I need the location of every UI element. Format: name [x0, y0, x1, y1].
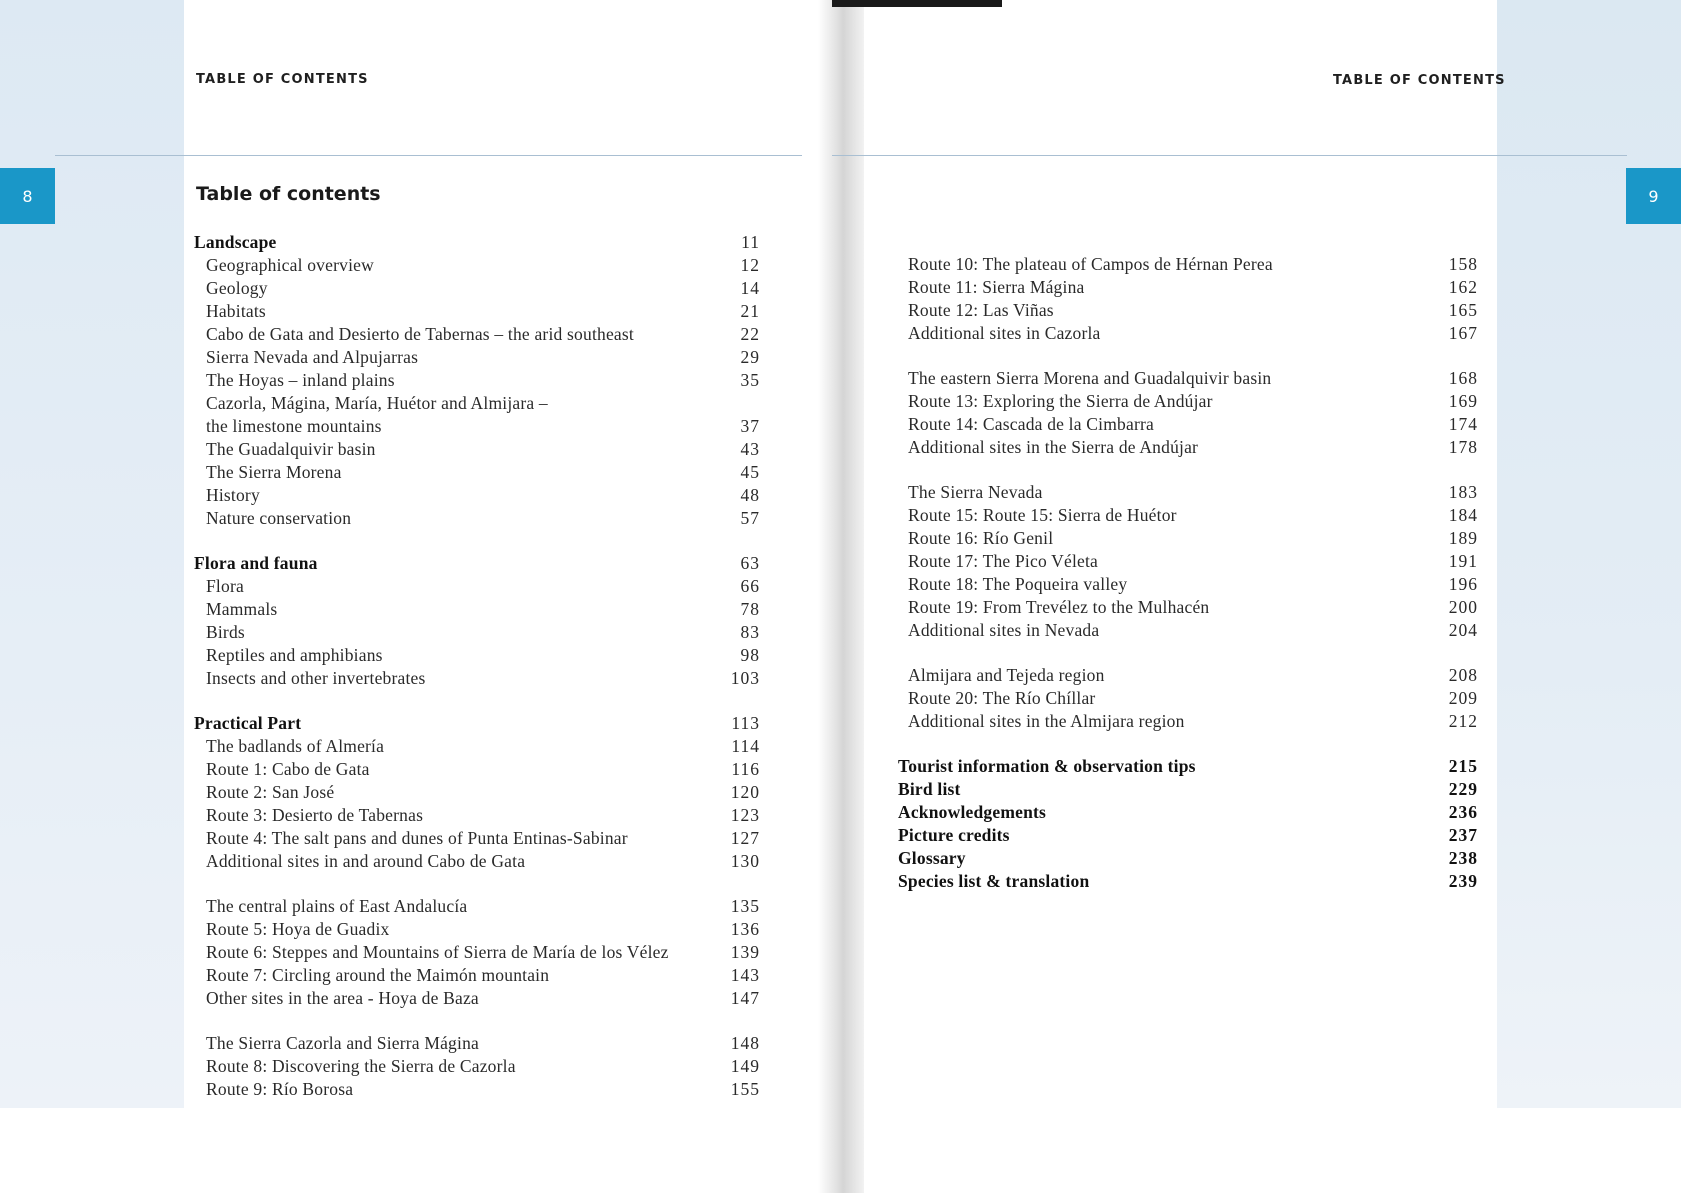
page-title: Table of contents: [196, 183, 381, 205]
page-number-left: 8: [0, 168, 55, 224]
toc-entry: [194, 598, 760, 621]
running-header-right: TABLE OF CONTENTS: [1333, 73, 1506, 88]
toc-back-matter: [898, 755, 1478, 893]
toc-page-number: 45: [740, 462, 760, 482]
toc-page-number: 127: [730, 828, 760, 848]
toc-entry-title: Additional sites in and around Cabo de Gata: [206, 851, 526, 871]
toc-page-number: 155: [730, 1079, 760, 1099]
toc-entry: [194, 621, 760, 644]
toc-entry-title: The Sierra Nevada: [908, 482, 1043, 502]
toc-entry-title: Almijara and Tejeda region: [908, 665, 1105, 685]
toc-entry: [194, 392, 760, 415]
running-header-left: TABLE OF CONTENTS: [196, 72, 369, 87]
toc-entry: [908, 367, 1478, 390]
toc-entry-title: The Hoyas – inland plains: [206, 370, 395, 390]
toc-entry: [194, 415, 760, 438]
scan-edge-mark: [832, 0, 1002, 7]
toc-entry: [908, 619, 1478, 642]
toc-entry-title: Route 4: The salt pans and dunes of Punta Entinas-Sabinar: [206, 828, 628, 848]
toc-page-number: 43: [740, 439, 760, 459]
toc-entry: [194, 895, 760, 918]
toc-entry-title: Route 13: Exploring the Sierra de Andújar: [908, 391, 1213, 411]
toc-entry: [908, 687, 1478, 710]
toc-section: [908, 367, 1478, 459]
toc-entry-title: Route 11: Sierra Mágina: [908, 277, 1085, 297]
toc-entry-title: Nature conservation: [206, 508, 352, 528]
toc-page-number: 120: [730, 782, 760, 802]
toc-entry: [908, 504, 1478, 527]
toc-back-matter-entry: [898, 870, 1478, 893]
toc-entry-title: Flora: [206, 576, 244, 596]
toc-section: [194, 231, 760, 530]
toc-entry-title: Cabo de Gata and Desierto de Tabernas – the arid southeast: [206, 324, 634, 344]
toc-entry: [908, 390, 1478, 413]
toc-entry-title: Reptiles and amphibians: [206, 645, 383, 665]
toc-entry: [194, 300, 760, 323]
toc-entry-title: Mammals: [206, 599, 278, 619]
toc-back-matter-entry: [898, 801, 1478, 824]
left-header-rule: [55, 155, 802, 156]
toc-entry-title: Additional sites in the Almijara region: [908, 711, 1185, 731]
toc-entry-title: Picture credits: [898, 825, 1010, 845]
toc-page-number: 208: [1448, 665, 1478, 685]
toc-page-number: 174: [1448, 414, 1478, 434]
toc-page-number: 22: [740, 324, 760, 344]
toc-page-number: 63: [740, 553, 760, 573]
toc-entry-title: Route 9: Río Borosa: [206, 1079, 354, 1099]
toc-entry: [194, 507, 760, 530]
toc-page-number: 196: [1448, 574, 1478, 594]
toc-page-number: 123: [730, 805, 760, 825]
toc-entry-title: Bird list: [898, 779, 961, 799]
toc-page-number: 12: [740, 255, 760, 275]
toc-entry-title: Species list & translation: [898, 871, 1090, 891]
toc-entry: [194, 323, 760, 346]
toc-entry-title: The badlands of Almería: [206, 736, 385, 756]
toc-page-number: 212: [1448, 711, 1478, 731]
toc-page-number: 21: [740, 301, 760, 321]
toc-entry-title: Glossary: [898, 848, 966, 868]
toc-section-heading: [194, 552, 760, 575]
toc-page-number: 48: [740, 485, 760, 505]
toc-entry-title: Route 3: Desierto de Tabernas: [206, 805, 424, 825]
toc-page-number: 165: [1448, 300, 1478, 320]
toc-entry: [908, 481, 1478, 504]
toc-entry: [194, 644, 760, 667]
toc-entry: [908, 550, 1478, 573]
toc-page-number: 191: [1448, 551, 1478, 571]
toc-entry-title: Route 2: San José: [206, 782, 335, 802]
toc-page-number: 178: [1448, 437, 1478, 457]
toc-page-number: 139: [730, 942, 760, 962]
toc-back-matter-entry: [898, 778, 1478, 801]
toc-section: [194, 552, 760, 690]
toc-back-matter-entry: [898, 847, 1478, 870]
toc-entry-title: Route 5: Hoya de Guadix: [206, 919, 390, 939]
toc-entry-title: Route 17: The Pico Véleta: [908, 551, 1099, 571]
toc-section: [908, 481, 1478, 642]
toc-page-number: 78: [740, 599, 760, 619]
toc-entry: [194, 438, 760, 461]
toc-entry-title: The Sierra Morena: [206, 462, 342, 482]
toc-entry: [194, 254, 760, 277]
toc-entry: [908, 573, 1478, 596]
toc-entry: [194, 277, 760, 300]
toc-entry-title: Cazorla, Mágina, María, Huétor and Almijara –: [206, 393, 548, 413]
toc-page-number: 57: [740, 508, 760, 528]
toc-page-number: 238: [1448, 848, 1478, 868]
toc-page-number: 189: [1448, 528, 1478, 548]
toc-entry-title: Sierra Nevada and Alpujarras: [206, 347, 419, 367]
toc-entry: [194, 987, 760, 1010]
toc-entry: [194, 1055, 760, 1078]
toc-entry-title: Route 12: Las Viñas: [908, 300, 1054, 320]
toc-entry: [908, 710, 1478, 733]
toc-page-number: 229: [1448, 779, 1478, 799]
toc-section-heading: [194, 712, 760, 735]
toc-page-number: 103: [730, 668, 760, 688]
toc-section: [908, 253, 1478, 345]
toc-page-number: 143: [730, 965, 760, 985]
toc-page-number: 167: [1448, 323, 1478, 343]
toc-entry-title: Tourist information & observation tips: [898, 756, 1196, 776]
toc-entry: [908, 276, 1478, 299]
toc-back-matter-entry: [898, 824, 1478, 847]
toc-page-number: 204: [1448, 620, 1478, 640]
toc-entry-title: Route 8: Discovering the Sierra de Cazorla: [206, 1056, 516, 1076]
toc-entry-title: the limestone mountains: [206, 416, 382, 436]
toc-entry: [194, 804, 760, 827]
toc-page-number: 66: [740, 576, 760, 596]
toc-entry-title: The Sierra Cazorla and Sierra Mágina: [206, 1033, 479, 1053]
toc-entry-title: History: [206, 485, 260, 505]
toc-entry: [194, 827, 760, 850]
toc-page-number: 148: [730, 1033, 760, 1053]
right-header-rule: [832, 155, 1627, 156]
toc-page-number: 83: [740, 622, 760, 642]
toc-section: [908, 664, 1478, 733]
toc-entry-title: Habitats: [206, 301, 266, 321]
book-gutter: [818, 0, 864, 1193]
toc-entry-title: Route 6: Steppes and Mountains of Sierra de María de los Vélez: [206, 942, 669, 962]
toc-entry: [908, 413, 1478, 436]
page-number-right: 9: [1626, 168, 1681, 224]
toc-entry-title: Route 14: Cascada de la Cimbarra: [908, 414, 1154, 434]
toc-entry: [194, 1032, 760, 1055]
left-margin-band: [0, 0, 184, 1108]
toc-page-number: 183: [1448, 482, 1478, 502]
toc-page-number: 149: [730, 1056, 760, 1076]
toc-entry-title: The central plains of East Andalucía: [206, 896, 468, 916]
toc-page-number: 162: [1448, 277, 1478, 297]
toc-right-column: [898, 253, 1478, 915]
toc-page-number: 168: [1448, 368, 1478, 388]
toc-entry-title: Flora and fauna: [194, 553, 318, 573]
toc-back-matter-entry: [898, 755, 1478, 778]
toc-entry: [194, 758, 760, 781]
toc-entry: [908, 299, 1478, 322]
toc-entry-title: Route 16: Río Genil: [908, 528, 1054, 548]
toc-page-number: 113: [731, 713, 760, 733]
toc-entry-title: Geology: [206, 278, 268, 298]
toc-entry: [194, 964, 760, 987]
toc-page-number: 184: [1448, 505, 1478, 525]
toc-entry: [908, 596, 1478, 619]
toc-page-number: 169: [1448, 391, 1478, 411]
toc-entry: [194, 1078, 760, 1101]
toc-page-number: 37: [740, 416, 760, 436]
toc-page-number: 136: [730, 919, 760, 939]
toc-entry: [908, 664, 1478, 687]
toc-entry-title: Route 15: Route 15: Sierra de Huétor: [908, 505, 1177, 525]
toc-section-heading: [194, 231, 760, 254]
toc-entry: [194, 369, 760, 392]
toc-entry-title: Geographical overview: [206, 255, 374, 275]
toc-entry: [194, 918, 760, 941]
toc-page-number: 147: [730, 988, 760, 1008]
toc-entry-title: Additional sites in Cazorla: [908, 323, 1101, 343]
toc-entry: [194, 575, 760, 598]
toc-page-number: 98: [740, 645, 760, 665]
toc-entry: [194, 941, 760, 964]
toc-left-column: [194, 231, 760, 1123]
toc-page-number: 239: [1448, 871, 1478, 891]
toc-entry-title: Other sites in the area - Hoya de Baza: [206, 988, 479, 1008]
toc-entry-title: Route 19: From Trevélez to the Mulhacén: [908, 597, 1210, 617]
toc-entry: [194, 667, 760, 690]
toc-page-number: 35: [740, 370, 760, 390]
toc-page-number: 215: [1448, 756, 1478, 776]
toc-section: [194, 712, 760, 873]
toc-entry: [908, 253, 1478, 276]
toc-entry: [908, 527, 1478, 550]
toc-entry-title: Birds: [206, 622, 245, 642]
toc-entry: [908, 322, 1478, 345]
toc-entry-title: Additional sites in the Sierra de Andújar: [908, 437, 1199, 457]
toc-entry: [194, 735, 760, 758]
toc-entry: [194, 781, 760, 804]
toc-page-number: 11: [741, 232, 760, 252]
toc-entry-title: Insects and other invertebrates: [206, 668, 426, 688]
toc-entry-title: Route 18: The Poqueira valley: [908, 574, 1128, 594]
toc-page-number: 29: [740, 347, 760, 367]
toc-entry: [194, 461, 760, 484]
toc-entry-title: Additional sites in Nevada: [908, 620, 1100, 640]
toc-entry: [194, 850, 760, 873]
toc-page-number: 236: [1448, 802, 1478, 822]
toc-entry-title: Acknowledgements: [898, 802, 1047, 822]
toc-entry-title: Route 1: Cabo de Gata: [206, 759, 370, 779]
toc-page-number: 135: [730, 896, 760, 916]
toc-section: [194, 895, 760, 1010]
toc-page-number: 130: [730, 851, 760, 871]
toc-page-number: 14: [740, 278, 760, 298]
toc-entry-title: Practical Part: [194, 713, 302, 733]
toc-page-number: 158: [1448, 254, 1478, 274]
toc-section: [194, 1032, 760, 1101]
toc-entry: [908, 436, 1478, 459]
toc-entry-title: The Guadalquivir basin: [206, 439, 376, 459]
toc-entry-title: Route 20: The Río Chíllar: [908, 688, 1096, 708]
toc-page-number: 200: [1448, 597, 1478, 617]
toc-page-number: 209: [1448, 688, 1478, 708]
toc-entry-title: Route 7: Circling around the Maimón mountain: [206, 965, 550, 985]
toc-entry-title: Landscape: [194, 232, 277, 252]
toc-page-number: 116: [731, 759, 760, 779]
toc-entry: [194, 346, 760, 369]
toc-entry-title: Route 10: The plateau of Campos de Hérnan Perea: [908, 254, 1273, 274]
right-margin-band: [1497, 0, 1681, 1108]
toc-page-number: 114: [731, 736, 760, 756]
toc-page-number: 237: [1448, 825, 1478, 845]
toc-entry-title: The eastern Sierra Morena and Guadalquivir basin: [908, 368, 1272, 388]
toc-entry: [194, 484, 760, 507]
